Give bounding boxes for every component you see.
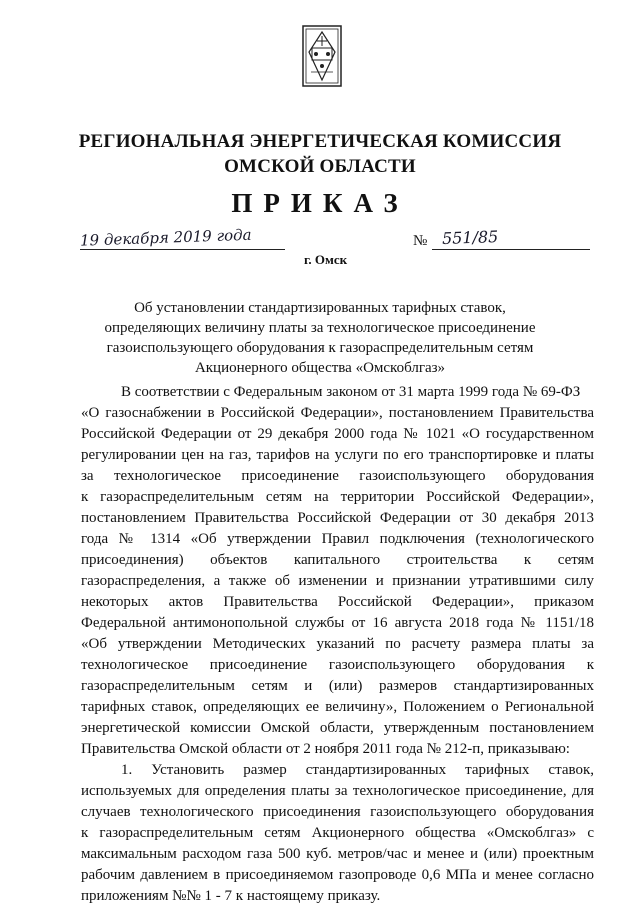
body-line: технологическое присоединение газоиспользующего оборудования к bbox=[81, 657, 594, 673]
body-line: «Об утверждении Методических указаний по расчету размера платы за bbox=[81, 636, 594, 652]
number-sign: № bbox=[413, 233, 428, 249]
subject-line: определяющих величину платы за технологическое присоединение bbox=[104, 320, 536, 336]
body-line: постановлением Правительства Российской Федерации от 30 декабря 2013 bbox=[81, 510, 594, 526]
city-label: г. Омск bbox=[304, 252, 348, 267]
subject-line: Об установлении стандартизированных тарифных ставок, bbox=[134, 300, 506, 316]
body-line: 1. Установить размер стандартизированных тарифных ставок, bbox=[121, 762, 594, 778]
body-line: приложениям №№ 1 - 7 к настоящему приказу. bbox=[81, 888, 381, 904]
date-underline bbox=[80, 249, 285, 250]
body-line: к газораспределительным сетям Акционерного общества «Омскоблгаз» с bbox=[81, 825, 594, 841]
body-line: Российской Федерации от 29 декабря 2000 года № 1021 «О государственном bbox=[81, 426, 594, 442]
body-line: случаев технологического присоединения газоиспользующего оборудования bbox=[81, 804, 594, 820]
body-line: В соответствии с Федеральным законом от 31 марта 1999 года № 69-ФЗ bbox=[121, 384, 581, 400]
body-line: Правительства Омской области от 2 ноября 2011 года № 212-п, приказываю: bbox=[81, 741, 570, 757]
subject-line: газоиспользующего оборудования к газораспределительным сетям bbox=[106, 340, 534, 356]
body-line: рабочим давлением в присоединяемом газопроводе 0,6 МПа и менее согласно bbox=[81, 867, 594, 883]
body-line: тарифных ставок, определяющих ее величину», Положением о Региональной bbox=[81, 699, 594, 715]
subject-line: Акционерного общества «Омскоблгаз» bbox=[194, 360, 446, 376]
body-line: газораспределительным сетям и (или) размеров стандартизированных bbox=[81, 678, 594, 694]
body-line: за технологическое присоединение газоиспользующего оборудования bbox=[81, 468, 594, 484]
body-line: газораспределения, а также об изменении и признании утратившими силу bbox=[81, 573, 594, 589]
order-subject bbox=[100, 298, 540, 378]
body-line: Федеральной антимонопольной службы от 16 августа 2018 года № 1151/18 bbox=[81, 615, 594, 631]
body-line: максимальным расходом газа 500 куб. метров/час и менее и (или) проектным bbox=[81, 846, 594, 862]
order-body bbox=[81, 382, 594, 907]
body-line: «О газоснабжении в Российской Федерации», постановлением Правительства bbox=[81, 405, 594, 421]
body-line: энергетической комиссии Омской области, утвержденным постановлением bbox=[81, 720, 594, 736]
body-line: присоединения) объектов капитального строительства к сетям bbox=[81, 552, 594, 568]
organization-name-line2: ОМСКОЙ ОБЛАСТИ bbox=[224, 156, 416, 177]
body-line: некоторых актов Правительства Российской Федерации», приказом bbox=[81, 594, 594, 610]
body-line: регулировании цен на газ, тарифов на услуги по его транспортировке и платы bbox=[81, 447, 594, 463]
handwritten-date: 19 декабря 2019 года bbox=[79, 225, 252, 250]
document-title: ПРИКАЗ bbox=[231, 188, 409, 218]
organization-name-line1: РЕГИОНАЛЬНАЯ ЭНЕРГЕТИЧЕСКАЯ КОМИССИЯ bbox=[78, 131, 562, 152]
body-line: года № 1314 «Об утверждении Правил подключения (технологического bbox=[81, 531, 594, 547]
handwritten-order-number: 551/85 bbox=[441, 227, 499, 248]
number-underline bbox=[432, 249, 590, 250]
body-line: используемых для определения платы за технологическое присоединение, для bbox=[81, 783, 594, 799]
body-line: к газораспределительным сетям на территории Российской Федерации», bbox=[81, 489, 594, 505]
coat-of-arms-icon bbox=[301, 22, 343, 90]
